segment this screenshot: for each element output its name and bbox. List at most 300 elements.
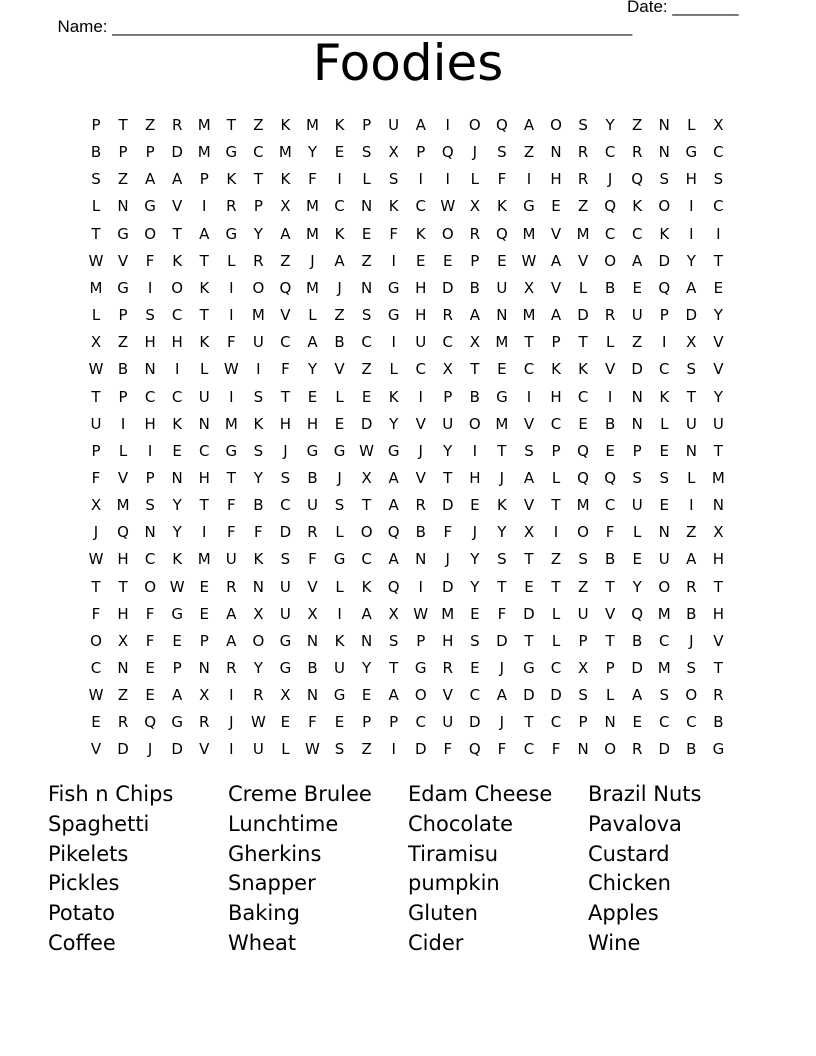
grid-letter: P: [253, 197, 263, 216]
grid-letter: U: [388, 116, 400, 134]
grid-letter: E: [280, 713, 291, 732]
grid-letter: L: [227, 251, 236, 270]
grid-letter: X: [253, 604, 264, 623]
grid-letter: L: [281, 740, 290, 759]
grid-letter: U: [279, 604, 291, 623]
grid-letter: T: [713, 577, 723, 596]
word-item: Baking: [228, 901, 300, 926]
grid-letter: G: [144, 197, 156, 216]
grid-letter: G: [171, 713, 183, 732]
grid-letter: D: [279, 523, 292, 542]
grid-letter: N: [360, 278, 373, 297]
grid-letter: M: [251, 306, 265, 325]
grid-letter: V: [117, 468, 129, 487]
grid-letter: K: [334, 631, 345, 650]
grid-letter: U: [334, 659, 346, 677]
grid-letter: O: [468, 116, 481, 134]
grid-letter: P: [578, 631, 588, 650]
grid-letter: U: [442, 713, 454, 732]
grid-letter: A: [172, 686, 183, 705]
grid-letter: L: [200, 360, 209, 379]
grid-letter: P: [416, 631, 426, 650]
grid-letter: T: [199, 306, 209, 325]
grid-letter: E: [361, 686, 372, 705]
grid-letter: D: [469, 713, 481, 732]
grid-letter: K: [199, 333, 210, 352]
grid-letter: T: [199, 251, 209, 270]
grid-letter: Z: [280, 251, 291, 270]
grid-letter: J: [337, 278, 342, 297]
grid-letter: E: [172, 441, 182, 460]
grid-letter: L: [335, 523, 344, 542]
grid-letter: U: [658, 550, 670, 569]
grid-letter: T: [118, 116, 128, 134]
grid-letter: E: [361, 387, 372, 406]
grid-letter: N: [306, 686, 319, 705]
grid-letter: D: [631, 360, 643, 379]
grid-letter: N: [685, 441, 697, 460]
grid-letter: T: [524, 333, 534, 352]
word-item: Wheat: [228, 930, 297, 955]
grid-letter: D: [631, 659, 643, 677]
grid-letter: T: [578, 333, 588, 352]
grid-letter: U: [631, 496, 643, 515]
grid-letter: B: [632, 631, 643, 650]
grid-letter: U: [415, 333, 427, 352]
word-item: Lunchtime: [228, 811, 339, 836]
grid-letter: E: [199, 604, 209, 623]
grid-letter: G: [712, 740, 725, 759]
grid-letter: C: [90, 659, 102, 677]
word-item: pumpkin: [408, 871, 500, 896]
grid-letter: Q: [117, 523, 129, 542]
grid-letter: S: [334, 496, 345, 515]
grid-letter: I: [418, 170, 423, 189]
grid-letter: A: [388, 686, 399, 705]
grid-letter: G: [333, 441, 346, 460]
grid-letter: N: [631, 414, 643, 433]
grid-letter: H: [306, 414, 319, 433]
grid-letter: R: [307, 523, 318, 542]
grid-letter: T: [443, 468, 453, 487]
grid-letter: C: [253, 143, 264, 162]
grid-letter: U: [198, 387, 210, 406]
grid-letter: X: [388, 143, 399, 162]
grid-letter: T: [551, 577, 561, 596]
grid-letter: N: [658, 143, 670, 162]
grid-letter: B: [334, 333, 345, 352]
grid-letter: W: [359, 441, 375, 460]
grid-letter: Q: [631, 170, 644, 189]
grid-letter: H: [117, 604, 129, 623]
grid-letter: I: [120, 414, 126, 433]
grid-letter: C: [334, 197, 345, 216]
grid-letter: M: [441, 604, 455, 623]
grid-letter: I: [337, 604, 342, 623]
grid-letter: G: [387, 306, 400, 325]
grid-letter: I: [174, 360, 180, 379]
grid-letter: A: [199, 224, 210, 243]
grid-letter: P: [470, 251, 480, 270]
grid-letter: E: [578, 414, 588, 433]
grid-letter: Q: [631, 604, 644, 623]
grid-letter: Z: [361, 251, 372, 270]
grid-letter: W: [223, 360, 239, 379]
grid-letter: F: [254, 523, 263, 542]
grid-letter: C: [469, 686, 481, 705]
grid-letter: O: [171, 278, 184, 297]
grid-letter: L: [362, 170, 371, 189]
grid-letter: J: [472, 523, 478, 542]
grid-letter: Y: [253, 224, 263, 243]
grid-letter: N: [117, 659, 129, 677]
grid-letter: W: [88, 360, 104, 379]
grid-letter: F: [308, 713, 317, 732]
grid-letter: F: [443, 740, 453, 759]
word-item: Pavalova: [588, 811, 682, 836]
grid-letter: T: [524, 631, 534, 650]
grid-letter: R: [577, 170, 589, 189]
grid-letter: G: [496, 387, 508, 406]
grid-letter: H: [415, 278, 427, 297]
grid-letter: C: [550, 713, 562, 732]
grid-letter: N: [171, 468, 183, 487]
grid-letter: V: [334, 360, 345, 379]
grid-letter: I: [689, 224, 694, 243]
grid-letter: F: [91, 604, 101, 623]
grid-letter: E: [659, 496, 669, 515]
grid-letter: S: [659, 468, 670, 487]
grid-letter: N: [604, 713, 616, 732]
grid-letter: I: [229, 740, 234, 759]
grid-letter: G: [333, 686, 346, 705]
grid-letter: I: [229, 387, 234, 406]
grid-letter: R: [686, 577, 697, 596]
grid-letter: O: [658, 197, 671, 216]
grid-letter: V: [604, 360, 616, 379]
grid-letter: T: [524, 713, 534, 732]
word-item: Creme Brulee: [228, 782, 372, 806]
grid-letter: H: [469, 468, 481, 487]
grid-letter: T: [605, 577, 615, 596]
grid-letter: L: [335, 387, 344, 406]
grid-letter: K: [253, 414, 264, 433]
grid-letter: C: [550, 659, 562, 677]
grid-letter: Y: [253, 659, 263, 677]
grid-letter: L: [470, 170, 479, 189]
grid-letter: T: [551, 496, 561, 515]
grid-letter: K: [172, 251, 183, 270]
grid-letter: U: [306, 496, 318, 515]
grid-letter: C: [442, 333, 453, 352]
word-item: Pikelets: [48, 841, 129, 866]
grid-letter: Q: [468, 740, 481, 759]
grid-letter: N: [496, 306, 508, 325]
grid-letter: B: [469, 278, 480, 297]
grid-letter: P: [578, 713, 588, 732]
grid-letter: T: [280, 387, 290, 406]
grid-letter: F: [551, 740, 561, 759]
grid-letter: W: [88, 550, 104, 569]
grid-letter: L: [633, 523, 642, 542]
grid-letter: K: [199, 278, 210, 297]
grid-letter: R: [577, 143, 589, 162]
grid-letter: R: [117, 713, 129, 732]
grid-letter: U: [442, 414, 454, 433]
grid-letter: G: [225, 441, 238, 460]
grid-letter: C: [550, 414, 562, 433]
grid-letter: A: [226, 631, 237, 650]
grid-letter: Q: [144, 713, 157, 732]
grid-letter: S: [686, 659, 697, 677]
grid-letter: C: [144, 387, 156, 406]
grid-letter: L: [687, 116, 696, 134]
grid-letter: B: [604, 550, 616, 569]
grid-letter: I: [256, 360, 261, 379]
grid-letter: A: [686, 550, 697, 569]
grid-letter: S: [578, 686, 588, 705]
grid-letter: J: [607, 170, 613, 189]
grid-letter: J: [689, 631, 694, 650]
grid-letter: U: [225, 550, 237, 569]
grid-letter: F: [443, 523, 453, 542]
grid-letter: L: [687, 468, 696, 487]
grid-letter: J: [445, 550, 450, 569]
grid-letter: Z: [117, 333, 129, 352]
grid-letter: E: [632, 713, 642, 732]
grid-letter: P: [416, 143, 426, 162]
grid-letter: H: [144, 333, 156, 352]
grid-letter: K: [388, 387, 399, 406]
grid-letter: M: [197, 550, 211, 569]
grid-letter: T: [118, 577, 128, 596]
grid-letter: J: [499, 713, 505, 732]
grid-letter: T: [389, 659, 399, 677]
grid-letter: V: [577, 251, 589, 270]
grid-letter: I: [147, 441, 153, 460]
grid-letter: Y: [632, 577, 642, 596]
grid-letter: K: [334, 224, 345, 243]
grid-letter: N: [360, 631, 373, 650]
grid-letter: C: [686, 713, 697, 732]
word-item: Chocolate: [408, 811, 514, 836]
grid-letter: V: [415, 468, 426, 487]
grid-letter: A: [469, 306, 480, 325]
grid-letter: W: [88, 686, 104, 705]
grid-letter: Y: [470, 550, 480, 569]
grid-letter: B: [686, 604, 697, 623]
grid-letter: S: [145, 496, 155, 515]
grid-letter: G: [523, 659, 535, 677]
grid-letter: R: [631, 143, 643, 162]
grid-letter: V: [117, 251, 129, 270]
grid-letter: S: [388, 170, 399, 189]
grid-letter: Y: [713, 387, 723, 406]
grid-letter: I: [202, 523, 207, 542]
grid-letter: A: [334, 251, 345, 270]
grid-letter: D: [523, 686, 535, 705]
grid-letter: N: [577, 740, 589, 759]
grid-letter: B: [253, 496, 264, 515]
grid-letter: D: [550, 686, 562, 705]
grid-letter: M: [305, 197, 319, 216]
grid-letter: K: [578, 360, 588, 379]
grid-letter: N: [360, 197, 373, 216]
grid-letter: V: [604, 604, 616, 623]
grid-letter: C: [577, 387, 589, 406]
grid-letter: O: [658, 577, 671, 596]
grid-letter: P: [91, 441, 101, 460]
grid-letter: E: [307, 387, 318, 406]
grid-letter: V: [442, 686, 453, 705]
grid-letter: I: [472, 441, 478, 460]
grid-letter: I: [202, 197, 207, 216]
grid-letter: F: [226, 523, 236, 542]
grid-letter: S: [632, 468, 642, 487]
grid-letter: E: [497, 251, 507, 270]
grid-letter: T: [605, 631, 615, 650]
word-item: Fish n Chips: [48, 782, 174, 806]
grid-letter: B: [469, 387, 480, 406]
grid-letter: R: [199, 713, 210, 732]
grid-letter: H: [415, 306, 427, 325]
grid-letter: G: [333, 550, 346, 569]
grid-letter: P: [118, 387, 128, 406]
grid-letter: H: [712, 604, 725, 623]
grid-letter: R: [713, 686, 724, 705]
word-item: Potato: [48, 901, 115, 926]
grid-letter: S: [280, 468, 291, 487]
grid-letter: T: [91, 577, 101, 596]
grid-letter: T: [226, 468, 236, 487]
grid-letter: N: [415, 550, 427, 569]
grid-letter: J: [499, 468, 505, 487]
grid-letter: H: [171, 333, 183, 352]
grid-letter: N: [550, 143, 562, 162]
grid-letter: K: [172, 414, 183, 433]
grid-letter: E: [470, 659, 480, 677]
grid-letter: I: [391, 740, 396, 759]
grid-letter: G: [387, 441, 400, 460]
grid-letter: B: [90, 143, 102, 162]
grid-letter: S: [713, 170, 724, 189]
grid-letter: N: [198, 414, 210, 433]
grid-letter: Z: [334, 306, 345, 325]
grid-letter: H: [550, 170, 562, 189]
grid-letter: A: [496, 686, 508, 705]
grid-letter: K: [388, 197, 399, 216]
grid-letter: T: [172, 224, 182, 243]
grid-letter: A: [280, 224, 291, 243]
grid-letter: B: [415, 523, 426, 542]
grid-letter: M: [197, 143, 211, 162]
grid-letter: C: [659, 713, 670, 732]
grid-letter: D: [171, 740, 183, 759]
grid-letter: E: [632, 278, 642, 297]
grid-letter: Q: [441, 143, 454, 162]
grid-letter: V: [550, 278, 562, 297]
word-item: Cider: [408, 930, 464, 955]
grid-letter: R: [171, 116, 183, 134]
grid-letter: V: [713, 360, 724, 379]
grid-letter: C: [280, 333, 291, 352]
grid-letter: Q: [495, 224, 508, 243]
grid-letter: Q: [658, 278, 671, 297]
grid-letter: T: [524, 550, 534, 569]
grid-letter: V: [307, 577, 318, 596]
grid-letter: Z: [523, 143, 535, 162]
grid-letter: U: [577, 604, 589, 623]
grid-letter: W: [521, 251, 537, 270]
grid-letter: S: [388, 631, 399, 650]
grid-letter: A: [388, 550, 399, 569]
grid-letter: M: [495, 333, 509, 352]
grid-letter: T: [91, 387, 101, 406]
grid-letter: I: [418, 387, 423, 406]
grid-letter: M: [278, 143, 292, 162]
grid-letter: S: [686, 360, 697, 379]
grid-letter: B: [686, 740, 697, 759]
grid-letter: X: [361, 468, 372, 487]
grid-letter: A: [523, 468, 535, 487]
grid-letter: S: [497, 143, 507, 162]
grid-letter: K: [334, 116, 345, 134]
grid-letter: C: [280, 496, 291, 515]
grid-letter: Z: [686, 523, 697, 542]
grid-letter: N: [631, 387, 643, 406]
grid-letter: B: [307, 659, 318, 677]
grid-letter: R: [442, 306, 453, 325]
grid-letter: D: [414, 740, 427, 759]
grid-letter: C: [604, 143, 616, 162]
grid-letter: A: [550, 251, 562, 270]
grid-letter: U: [712, 414, 724, 433]
grid-letter: V: [523, 414, 535, 433]
grid-letter: N: [658, 116, 670, 134]
grid-letter: D: [523, 604, 535, 623]
grid-letter: E: [605, 441, 615, 460]
grid-letter: R: [253, 251, 264, 270]
grid-letter: E: [443, 251, 453, 270]
grid-letter: E: [334, 143, 345, 162]
grid-letter: G: [225, 224, 238, 243]
grid-letter: I: [229, 686, 234, 705]
grid-letter: F: [145, 251, 155, 270]
grid-letter: M: [305, 278, 319, 297]
grid-letter: Z: [361, 740, 372, 759]
grid-letter: R: [604, 306, 616, 325]
grid-letter: A: [523, 116, 535, 134]
grid-letter: E: [497, 360, 507, 379]
grid-letter: A: [415, 116, 426, 134]
grid-letter: M: [89, 278, 103, 297]
grid-letter: Z: [632, 116, 643, 134]
grid-letter: Z: [550, 550, 562, 569]
grid-letter: X: [469, 197, 480, 216]
grid-letter: N: [658, 523, 670, 542]
grid-letter: P: [199, 631, 209, 650]
grid-letter: E: [551, 197, 561, 216]
grid-letter: C: [144, 550, 156, 569]
grid-letter: G: [117, 278, 129, 297]
grid-letter: P: [605, 659, 615, 677]
grid-letter: K: [415, 224, 426, 243]
grid-letter: S: [659, 170, 670, 189]
grid-letter: H: [685, 170, 697, 189]
word-item: Custard: [588, 841, 670, 866]
grid-letter: I: [418, 577, 423, 596]
grid-letter: L: [335, 577, 344, 596]
